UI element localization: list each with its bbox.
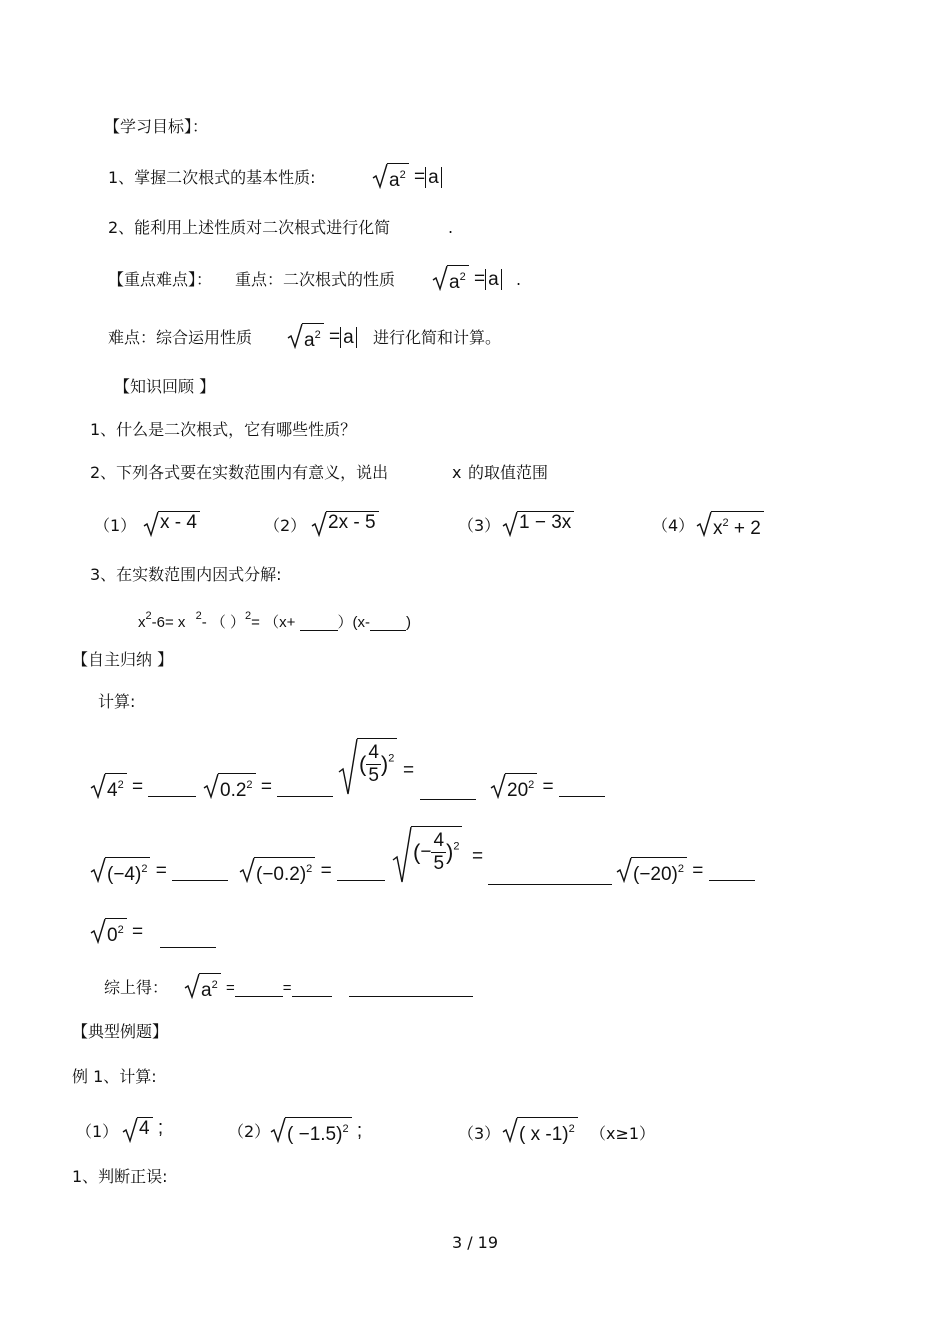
difficulty-end: 进行化简和计算。 bbox=[373, 328, 502, 347]
review-q1: 1、什么是二次根式，它有哪些性质？ bbox=[90, 420, 357, 439]
focus-end: . bbox=[516, 270, 522, 289]
focus-text: 重点：二次根式的性质 bbox=[235, 270, 396, 289]
radical-2x-minus-5: 2x - 5 bbox=[311, 511, 379, 534]
example-label-1: （1） bbox=[76, 1122, 119, 1141]
page-number: 3 / 19 bbox=[451, 1233, 499, 1252]
calc-blank-row3 bbox=[160, 928, 216, 950]
calc-blank-row2-3 bbox=[488, 865, 612, 887]
formula-difficulty: $a^2 = a$ bbox=[287, 323, 357, 352]
radical-x-minus-4: x - 4 bbox=[143, 511, 200, 534]
example-sqrt-x-minus-1-squared: ( x -1)$^2$ bbox=[502, 1117, 578, 1146]
formula-sqrt-a2-eq-abs-a: $a^2 = a$ bbox=[372, 163, 442, 192]
example-label-3: （3） bbox=[458, 1124, 501, 1143]
calc-sqrt-4-squared: $4^2$ = bbox=[90, 773, 196, 802]
keypoints-heading: 【重点难点】： bbox=[108, 270, 213, 289]
example-sqrt-neg1.5-squared: ( −1.5)$^2$ ; bbox=[270, 1117, 362, 1146]
difficulty-text: 难点：综合运用性质 bbox=[108, 328, 253, 347]
review-q3: 3、在实数范围内因式分解: bbox=[90, 565, 282, 584]
example-1: 例 1、计算: bbox=[72, 1067, 157, 1086]
objective-2: 2、能利用上述性质对二次根式进行化简 bbox=[108, 218, 391, 237]
review-q2: 2、下列各式要在实数范围内有意义，说出 bbox=[90, 463, 389, 482]
objective-1: 1、掌握二次根式的基本性质: bbox=[108, 168, 316, 187]
objective-2-end: . bbox=[448, 218, 454, 237]
calc-sqrt-0-squared: $0^2$ = bbox=[90, 918, 143, 947]
objectives-heading: 【学习目标】： bbox=[104, 117, 209, 136]
review-label-1: （1） bbox=[94, 516, 137, 535]
conclusion-formula: $a^2$ = = bbox=[184, 973, 473, 1002]
calc-sqrt-neg0.2-squared: $(-0.2)^2$ = bbox=[239, 857, 385, 886]
review-heading: 【知识回顾 】 bbox=[114, 377, 216, 396]
judge-heading: 1、判断正误: bbox=[72, 1167, 168, 1186]
example-condition: （x≥1） bbox=[590, 1124, 656, 1143]
radical-1-minus-3x: 1 − 3x bbox=[502, 511, 574, 534]
calc-sqrt-neg4-5-squared: (− $\frac{4}{5}$ )$^2$ bbox=[392, 826, 462, 875]
calc-sqrt-4-5-squared: ( $\frac{4}{5}$ )$^2$ bbox=[338, 738, 397, 787]
calc-blank-3 bbox=[420, 780, 476, 802]
conclusion-label: 综上得： bbox=[104, 978, 169, 997]
example-sqrt-4: 4 ; bbox=[122, 1117, 163, 1140]
calc-eq-row2-3: = bbox=[472, 846, 484, 867]
calc-sqrt-neg4-squared: $(-4)^2$ = bbox=[90, 857, 228, 886]
factor-expression: $x^2-6= x$ $^2$- （ ）$^2$= （x+ ）(x- ) bbox=[138, 610, 412, 631]
summary-calc: 计算: bbox=[98, 692, 136, 711]
calc-sqrt-0.2-squared: $0.2^2$ = bbox=[203, 773, 333, 802]
review-label-4: （4） bbox=[652, 516, 695, 535]
calc-sqrt-20-squared: $20^2$ = bbox=[490, 773, 605, 802]
example-label-2: （2） bbox=[228, 1122, 271, 1141]
summary-heading: 【自主归纳 】 bbox=[72, 650, 174, 669]
review-label-2: （2） bbox=[264, 516, 307, 535]
calc-eq-3: = bbox=[403, 760, 415, 781]
formula-focus: $a^2 = a$ bbox=[432, 265, 502, 294]
calc-sqrt-neg20-squared: $(-20)^2$ = bbox=[616, 857, 755, 886]
examples-heading: 【典型例题】 bbox=[72, 1022, 169, 1041]
radical-x2-plus-2: $x^2 + 2$ bbox=[696, 511, 764, 540]
review-q2-end: 的取值范围 bbox=[468, 463, 549, 482]
review-q2-var: x bbox=[452, 463, 462, 482]
review-label-3: （3） bbox=[458, 516, 501, 535]
